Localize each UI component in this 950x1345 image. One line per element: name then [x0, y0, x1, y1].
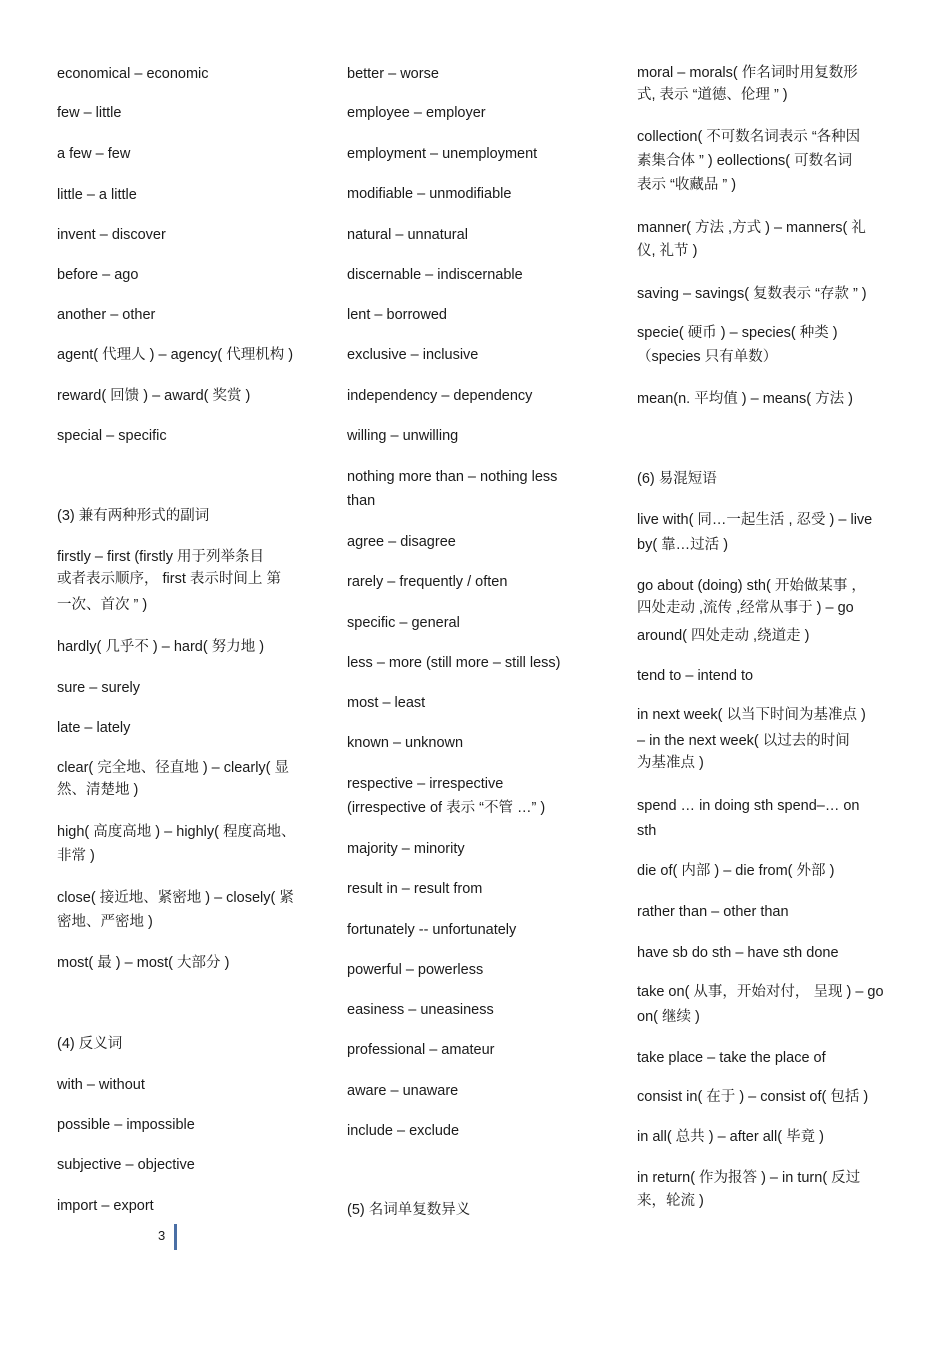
text-line: most – least [347, 695, 426, 711]
text-line: live with( 同…一起生活 , 忍受 ) – live [637, 512, 873, 528]
page-number: 3 [158, 1228, 166, 1243]
text-line: 仪, 礼节 ) [637, 243, 698, 259]
text-line: another – other [57, 307, 156, 323]
text-line: result in – result from [347, 881, 483, 897]
text-line: economical – economic [57, 66, 209, 82]
text-line: known – unknown [347, 735, 464, 751]
text-line: late – lately [57, 720, 131, 736]
text-line: better – worse [347, 66, 439, 82]
text-line: spend … in doing sth spend–… on [637, 798, 860, 814]
text-line: firstly – first (firstly 用于列举条目 [57, 549, 265, 565]
text-line: mean(n. 平均值 ) – means( 方法 ) [637, 391, 853, 407]
text-line: 表示 “收藏品 ” ) [637, 177, 737, 193]
text-line: before – ago [57, 267, 139, 283]
text-line: on( 继续 ) [637, 1009, 700, 1025]
text-line: fortunately -- unfortunately [347, 922, 517, 938]
text-line: invent – discover [57, 227, 166, 243]
text-line: moral – morals( 作名词时用复数形 [637, 65, 858, 81]
text-line: 四处走动 ,流传 ,经常从事于 ) – go [637, 600, 854, 616]
text-line: 素集合体 ” ) eollections( 可数名词 [637, 153, 853, 169]
text-line: rather than – other than [637, 904, 789, 920]
text-line: 一次、首次 ” ) [57, 597, 148, 613]
text-line: 密地、严密地 ) [57, 914, 153, 930]
text-line: 来，轮流 ) [637, 1193, 704, 1209]
text-line: high( 高度高地 ) – highly( 程度高地、 [57, 824, 296, 840]
text-line: in all( 总共 ) – after all( 毕竟 ) [637, 1129, 824, 1145]
page-number-bar [174, 1224, 177, 1250]
text-line: around( 四处走动 ,绕道走 ) [637, 628, 810, 644]
text-line: in return( 作为报答 ) – in turn( 反过 [637, 1170, 861, 1186]
text-line: majority – minority [347, 841, 465, 857]
text-line: with – without [57, 1077, 145, 1093]
text-line: possible – impossible [57, 1117, 195, 1133]
text-line: respective – irrespective [347, 776, 504, 792]
text-line: than [347, 493, 376, 509]
text-line: (4) 反义词 [57, 1036, 123, 1052]
text-line: agent( 代理人 ) – agency( 代理机构 ) [57, 347, 294, 363]
text-line: include – exclude [347, 1123, 460, 1139]
text-line: clear( 完全地、径直地 ) – clearly( 显 [57, 760, 290, 776]
text-line: die of( 内部 ) – die from( 外部 ) [637, 863, 835, 879]
text-line: reward( 回馈 ) – award( 奖赏 ) [57, 388, 251, 404]
text-line: (irrespective of 表示 “不管 …” ) [347, 800, 546, 816]
text-line: hardly( 几乎不 ) – hard( 努力地 ) [57, 639, 265, 655]
text-line: less – more (still more – still less) [347, 655, 561, 671]
text-line: import – export [57, 1198, 154, 1214]
text-line: a few – few [57, 146, 131, 162]
text-line: – in the next week( 以过去的时间 [637, 733, 850, 749]
text-line: subjective – objective [57, 1157, 195, 1173]
text-line: （species 只有单数） [637, 349, 778, 365]
text-line: natural – unnatural [347, 227, 468, 243]
text-line: discernable – indiscernable [347, 267, 523, 283]
text-line: 非常 ) [57, 848, 95, 864]
text-line: powerful – powerless [347, 962, 484, 978]
text-line: easiness – uneasiness [347, 1002, 494, 1018]
text-line: specific – general [347, 615, 460, 631]
text-line: tend to – intend to [637, 668, 754, 684]
text-line: employment – unemployment [347, 146, 538, 162]
text-line: rarely – frequently / often [347, 574, 508, 590]
text-line: (3) 兼有两种形式的副词 [57, 508, 210, 524]
text-line: willing – unwilling [347, 428, 459, 444]
text-line: 式, 表示 “道德、伦理 ” ) [637, 87, 788, 103]
text-line: aware – unaware [347, 1083, 459, 1099]
text-line: employee – employer [347, 105, 486, 121]
text-line: close( 接近地、紧密地 ) – closely( 紧 [57, 890, 294, 906]
text-line: saving – savings( 复数表示 “存款 ” ) [637, 286, 867, 302]
text-line: manner( 方法 ,方式 ) – manners( 礼 [637, 220, 866, 236]
text-line: 或者表示顺序， first 表示时间上 第 [57, 571, 281, 587]
text-line: specie( 硬币 ) – species( 种类 ) [637, 325, 838, 341]
text-line: 然、清楚地 ) [57, 782, 139, 798]
text-line: special – specific [57, 428, 167, 444]
text-line: lent – borrowed [347, 307, 447, 323]
text-line: (5) 名词单复数异义 [347, 1202, 471, 1218]
text-line: professional – amateur [347, 1042, 495, 1058]
text-line: in next week( 以当下时间为基准点 ) [637, 707, 866, 723]
text-line: few – little [57, 105, 122, 121]
text-line: take place – take the place of [637, 1050, 826, 1066]
text-line: 为基准点 ) [637, 755, 704, 771]
text-line: exclusive – inclusive [347, 347, 479, 363]
text-line: modifiable – unmodifiable [347, 186, 512, 202]
text-line: go about (doing) sth( 开始做某事 ， [637, 578, 866, 594]
text-line: agree – disagree [347, 534, 456, 550]
text-line: consist in( 在于 ) – consist of( 包括 ) [637, 1089, 869, 1105]
text-line: sure – surely [57, 680, 141, 696]
text-line: (6) 易混短语 [637, 471, 717, 487]
text-line: little – a little [57, 187, 137, 203]
text-line: by( 靠…过活 ) [637, 537, 729, 553]
text-line: most( 最 ) – most( 大部分 ) [57, 955, 230, 971]
text-line: take on( 从事，开始对付， 呈现 ) – go [637, 984, 884, 1000]
text-line: independency – dependency [347, 388, 533, 404]
text-line: sth [637, 823, 657, 839]
text-line: nothing more than – nothing less [347, 469, 558, 485]
text-line: have sb do sth – have sth done [637, 945, 839, 961]
text-line: collection( 不可数名词表示 “各种因 [637, 129, 861, 145]
